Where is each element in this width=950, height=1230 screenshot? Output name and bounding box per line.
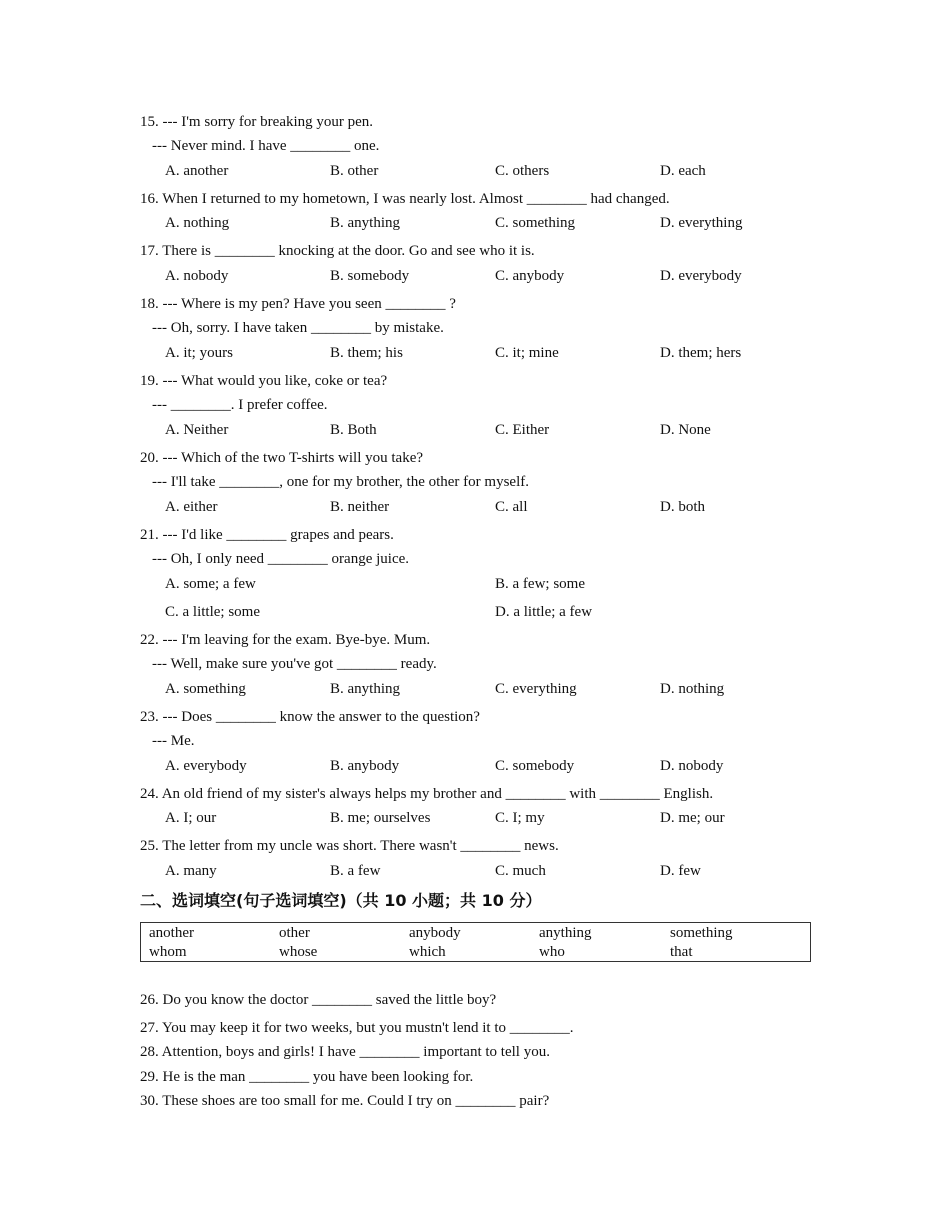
- word-bank-item: other: [279, 925, 310, 941]
- question-19-line-2: --- ________. I prefer coffee.: [152, 397, 328, 413]
- question-23-option-a: A. everybody: [165, 758, 247, 774]
- question-23-option-b: B. anybody: [330, 758, 400, 774]
- question-28: 28. Attention, boys and girls! I have ________ important to tell you.: [140, 1044, 550, 1060]
- word-bank-item: whose: [279, 944, 318, 960]
- question-16-option-d: D. everything: [660, 215, 743, 231]
- word-bank-item: that: [670, 944, 693, 960]
- question-19-option-a: A. Neither: [165, 422, 229, 438]
- question-30: 30. These shoes are too small for me. Could I try on ________ pair?: [140, 1093, 550, 1109]
- question-21-line-1: 21. --- I'd like ________ grapes and pears.: [140, 527, 394, 543]
- question-19-line-1: 19. --- What would you like, coke or tea?: [140, 373, 388, 389]
- question-24-option-a: A. I; our: [165, 810, 217, 826]
- question-21-option-d: D. a little; a few: [495, 604, 593, 620]
- question-27: 27. You may keep it for two weeks, but you mustn't lend it to ________.: [140, 1020, 574, 1036]
- question-23-option-c: C. somebody: [495, 758, 575, 774]
- question-15-option-b: B. other: [330, 163, 379, 179]
- question-25-option-b: B. a few: [330, 863, 381, 879]
- question-22-option-d: D. nothing: [660, 681, 725, 697]
- question-21-option-b: B. a few; some: [495, 576, 585, 592]
- word-bank-item: anything: [539, 925, 592, 941]
- question-17-option-d: D. everybody: [660, 268, 742, 284]
- question-21-option-c: C. a little; some: [165, 604, 260, 620]
- question-16-option-b: B. anything: [330, 215, 400, 231]
- question-20-option-c: C. all: [495, 499, 528, 515]
- word-bank-item: whom: [149, 944, 187, 960]
- question-26: 26. Do you know the doctor ________ saved the little boy?: [140, 992, 497, 1008]
- question-18-option-d: D. them; hers: [660, 345, 742, 361]
- word-bank-item: anybody: [409, 925, 461, 941]
- question-22-line-1: 22. --- I'm leaving for the exam. Bye-bye. Mum.: [140, 632, 431, 648]
- question-22-option-c: C. everything: [495, 681, 577, 697]
- question-21-line-2: --- Oh, I only need ________ orange juice.: [152, 551, 410, 567]
- question-15-line-2: --- Never mind. I have ________ one.: [152, 138, 380, 154]
- question-17-option-a: A. nobody: [165, 268, 229, 284]
- question-24-option-d: D. me; our: [660, 810, 725, 826]
- question-22-option-a: A. something: [165, 681, 246, 697]
- question-21-option-a: A. some; a few: [165, 576, 256, 592]
- question-23-option-d: D. nobody: [660, 758, 724, 774]
- question-18-option-a: A. it; yours: [165, 345, 233, 361]
- word-bank-item: something: [670, 925, 733, 941]
- word-bank-box: [140, 922, 811, 962]
- question-19-option-b: B. Both: [330, 422, 377, 438]
- question-24-option-c: C. I; my: [495, 810, 545, 826]
- question-20-option-b: B. neither: [330, 499, 390, 515]
- word-bank-item: who: [539, 944, 565, 960]
- question-17-option-c: C. anybody: [495, 268, 565, 284]
- question-15-option-c: C. others: [495, 163, 550, 179]
- question-22-line-2: --- Well, make sure you've got ________ ready.: [152, 656, 437, 672]
- question-24-line-1: 24. An old friend of my sister's always helps my brother and ________ with ________ English.: [140, 786, 714, 802]
- question-25-option-a: A. many: [165, 863, 217, 879]
- word-bank-item: which: [409, 944, 446, 960]
- question-25-line-1: 25. The letter from my uncle was short. There wasn't ________ news.: [140, 838, 559, 854]
- question-25-option-c: C. much: [495, 863, 546, 879]
- question-23-line-1: 23. --- Does ________ know the answer to the question?: [140, 709, 480, 725]
- question-17-option-b: B. somebody: [330, 268, 410, 284]
- question-18-option-c: C. it; mine: [495, 345, 559, 361]
- question-19-option-d: D. None: [660, 422, 711, 438]
- word-bank-item: another: [149, 925, 194, 941]
- question-17-line-1: 17. There is ________ knocking at the door. Go and see who it is.: [140, 243, 535, 259]
- section-2-title: 二、选词填空(句子选词填空)（共 10 小题；共 10 分）: [140, 891, 542, 910]
- question-15-option-a: A. another: [165, 163, 229, 179]
- question-18-option-b: B. them; his: [330, 345, 403, 361]
- question-22-option-b: B. anything: [330, 681, 400, 697]
- question-16-option-c: C. something: [495, 215, 576, 231]
- question-16-option-a: A. nothing: [165, 215, 230, 231]
- question-16-line-1: 16. When I returned to my hometown, I was nearly lost. Almost ________ had changed.: [140, 191, 670, 207]
- question-18-line-2: --- Oh, sorry. I have taken ________ by mistake.: [152, 320, 444, 336]
- question-29: 29. He is the man ________ you have been looking for.: [140, 1069, 474, 1085]
- question-25-option-d: D. few: [660, 863, 701, 879]
- question-20-option-a: A. either: [165, 499, 218, 515]
- question-19-option-c: C. Either: [495, 422, 550, 438]
- question-20-line-1: 20. --- Which of the two T-shirts will you take?: [140, 450, 424, 466]
- question-24-option-b: B. me; ourselves: [330, 810, 431, 826]
- question-18-line-1: 18. --- Where is my pen? Have you seen ________ ?: [140, 296, 456, 312]
- question-15-option-d: D. each: [660, 163, 706, 179]
- question-23-line-2: --- Me.: [152, 733, 195, 749]
- question-20-option-d: D. both: [660, 499, 705, 515]
- question-15-line-1: 15. --- I'm sorry for breaking your pen.: [140, 114, 374, 130]
- question-20-line-2: --- I'll take ________, one for my brother, the other for myself.: [152, 474, 529, 490]
